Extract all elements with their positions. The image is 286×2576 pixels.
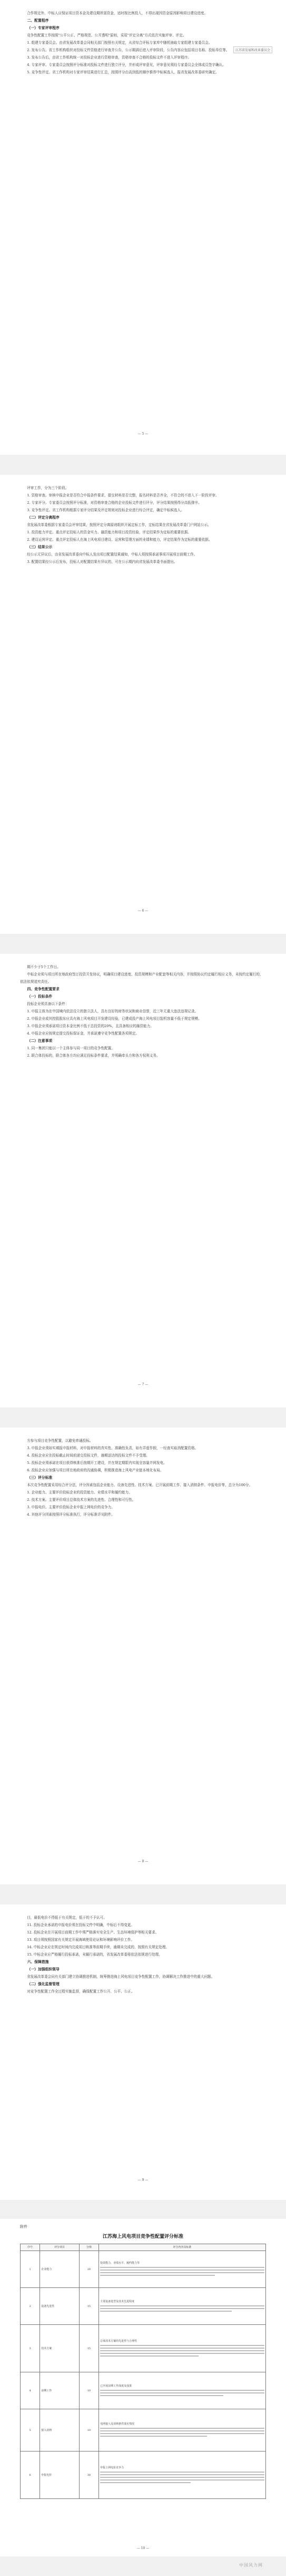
table-cell: 4 (21, 2372, 40, 2409)
table-cell (99, 2325, 266, 2372)
subsection-heading: （一）专家评审程序 (27, 26, 60, 30)
table-cell: 10 (79, 2372, 98, 2409)
subsection-heading: （二）注意事项 (27, 1039, 53, 1043)
paragraph: 1. 企业能力。主要评价投标企业的投资能力、业绩水平和履约能力。 (27, 1490, 132, 1495)
appendix-label: 附件 (20, 2225, 27, 2229)
paragraph: 2. 发布公告。省工作机构组织对投标文件资格进行审查并公告，公示期满后进入评审阶段，公告内容应包括项目名称、投标单位等。 (27, 48, 230, 52)
page-number: — 9 — (137, 2178, 149, 2182)
table-cell: 20 (79, 2251, 98, 2288)
paragraph: 评审工作，分为三个阶段。 (27, 486, 69, 490)
table-cell: 6 (21, 2451, 40, 2499)
table-header-row (21, 2244, 266, 2251)
subsection-heading: （二）评定分离程序 (27, 515, 60, 520)
paragraph: 1. 投资能力评定。重点评定投标人的资金实力、融资能力和项目投资经验，评定结果作为定标的重要依据。 (27, 530, 191, 534)
paragraph: 11. 投标企业承诺的申报电价须在投标文件中明确，中标后不得变更。 (27, 1923, 134, 1927)
table-cell (99, 2451, 266, 2499)
table-cell (99, 2372, 266, 2409)
appendix-title: 江苏海上风电项目竞争性配置评分标准 (102, 2234, 183, 2239)
table-cell: 接入消纳 (40, 2409, 80, 2451)
paragraph: 对竞争性配置工作全过程实施监督，确保配置工作公开、公平、公正。 (27, 1989, 135, 1994)
paragraph: 2. 专家评分。专家委员会按照评分标准，对资格审查合格的企业投标文件进行评分，评分结果按照得分高低排序。 (27, 501, 202, 505)
paragraph: 合作规定外，中标人应保证项目资本金及建设期所需资金，适时按比例投入，不得出现因资金原因影响项目建设进度。 (27, 11, 208, 15)
paragraph: 1. 申报主体为在中国境内依法设立的独立法人，具有良好的财务状况和商业信誉，近三年无重大违法违规记录。 (27, 1009, 199, 1013)
table-header-cell: 分值 (79, 2244, 98, 2251)
page-number: — 10 — (136, 2546, 150, 2550)
paragraph: 5. 竞争性评定。省工作机构对专家评审结果进行汇总，按照评分由高到低的顺序推荐中标候选人，报省发展改革委研究确定。 (27, 70, 219, 74)
paragraph: 3. 竞争性评定。省工作机构根据专家评分结果及评定规则对投标企业进行综合评定，确定中标候选人。 (27, 508, 184, 512)
paragraph: 5. 投标企业须承诺在项目获得核准后按期开工建设，并在规定期限内实现全容量并网发电。 (27, 1461, 167, 1465)
paragraph: 本次竞争性配置采用综合评分法，评分因素包括企业能力、设备先进性、技术方案、已开展前期工作、接入消纳条件、申报电价等，总分为100分。 (27, 1483, 253, 1487)
table-cell (99, 2409, 266, 2451)
document-page (0, 1904, 286, 2200)
document-page (0, 1428, 286, 1884)
paragraph: 1. 同一集团只能以一个主体参与同一项目的竞争性配置。 (27, 1046, 115, 1050)
table-cell: 设备先进性 (40, 2288, 80, 2325)
paragraph: 12. 投标企业在开展项目前期工作中须严格落实安全生产、生态环境保护等相关要求。 (27, 1930, 159, 1935)
table-header-cell: 评分内容及标准 (99, 2244, 266, 2251)
subsection-heading: （一）投标条件 (27, 994, 53, 999)
table-cell: 3 (21, 2325, 40, 2372)
table-cell: 2 (21, 2288, 40, 2325)
paragraph: 2. 联合体投标的，联合体各方均应满足投标条件要求，并明确牵头方和各方权利义务。 (27, 1054, 160, 1058)
table-header-cell: 序号 (21, 2244, 40, 2251)
appendix-page (0, 2219, 286, 2556)
table-cell-text: 总体技术方案的先进性与合理性 (100, 2339, 137, 2343)
section-heading: 六、保障措施 (27, 1960, 49, 1964)
document-page (0, 954, 286, 1407)
table-cell: 企业能力 (40, 2251, 80, 2288)
paragraph: 中标企业须与项目所在地政府签订投资开发协议，明确项目建设进度、投资规模和产业配套等相关内容，并按照协议约定履行相应义务，未按约定履行的，依法依规追究责任。 (20, 972, 263, 984)
document-page (0, 0, 286, 455)
table-cell: 15 (79, 2288, 98, 2325)
table-cell: 10 (79, 2409, 98, 2451)
page-number: — 6 — (137, 909, 149, 913)
table-cell-text: 主要设备选型及技术先进程度 (100, 2300, 135, 2303)
section-heading: 二、配置程序 (27, 18, 49, 23)
table-cell-text: 申报上网电价竞争力 (100, 2466, 124, 2469)
table-row (21, 2372, 266, 2409)
table-header-cell: 评分项目 (40, 2244, 80, 2251)
paragraph: 3. 申报企业须如实填报申报材料，对申报材料的真实性、准确性负责，如有弄虚作假，一经查实取消配置资格。 (27, 1446, 199, 1450)
table-cell: 30 (79, 2451, 98, 2499)
paragraph: 1. 资格审查。审核申报企业是否符合申报条件要求，提交材料是否完整，报名材料是否齐全，不符合的不进入下一阶段评审。 (27, 493, 219, 497)
paragraph: 14. 中标企业应在规定时间内完成项目核准等前期手续，逾期未完成的，按照有关规定处理。 (27, 1945, 169, 1949)
table-cell (99, 2288, 266, 2325)
table-row (21, 2251, 266, 2288)
paragraph: 4. 申报企业应按规定提交投标保证金，并承诺遵守竞争性配置各项规定。 (27, 1031, 139, 1036)
document-page (0, 475, 286, 934)
paragraph: 15. 中标企业应严格履行投标承诺，未履行承诺的，省发展改革委将依法依规进行处理。 (27, 1952, 162, 1957)
table-cell: 5 (21, 2409, 40, 2451)
paragraph: 3. 发布公告后，由省工作机构统一对投标企业进行资格审查，资格审查不合格的投标文件不进入评审程序。 (27, 55, 191, 60)
table-cell: 1 (21, 2251, 40, 2288)
page-number: — 8 — (137, 1860, 149, 1863)
table-cell-text: 已开展前期工作深度及成果 (100, 2384, 132, 2388)
paragraph: 4. 其他评分因素按照评分标准执行，评分标准详见附件。 (27, 1512, 115, 1517)
paragraph: 6. 投标企业应加强与项目所在地政府的沟通协调，积极推进海上风电产业链本地化布局。 (27, 1468, 164, 1472)
paragraph: 省发展改革委会同有关部门建立协调推进机制，统筹推进海上风电项目竞争性配置工作，协调解决工作推进中的重大问题。 (27, 1975, 215, 1979)
paragraph: 3. 申报企业须承诺项目资本金比例不低于总投资的20%，且具备相应的融资能力。 (27, 1024, 154, 1028)
subsection-heading: （二）强化监督管理 (27, 1982, 60, 1986)
scoring-table (20, 2244, 266, 2499)
paragraph: 2. 技术方案。主要评价项目总体技术方案的先进性、合理性和可行性。 (27, 1498, 136, 1502)
paragraph: 1. 组建专家委员会。由省发展改革委会同相关部门按照有关规定，从省综合评标专家库中随机抽取专家组建专家委员会。 (27, 41, 212, 45)
paragraph: 2. 申报企业或其控股股东应具有海上风电项目开发建设经验，已建成投产海上风电项目装机容量不低于规定规模。 (27, 1017, 202, 1021)
table-cell (99, 2251, 266, 2288)
paragraph: 13. 项目须按照国家有关规定开展海域使用论证和环境影响评价工作。 (27, 1938, 134, 1942)
table-cell-text: 投资能力、业绩水平、履约能力等 (100, 2262, 140, 2265)
paragraph: 竞争性配置工作按照"公平公正、严格规范、公开透明"原则，采用"评定分离"方式依次实施评审、评定。 (27, 33, 186, 37)
paragraph: 方参与项目竞争性配置，以避免串通投标。 (27, 1439, 93, 1443)
paragraph: 目，最低电价不得低于有关规定，低于的不予认可。 (27, 1916, 107, 1920)
table-row (21, 2409, 266, 2451)
paragraph: 省发展改革委根据专家委员会评审结果，按照评定分离原则组织开展定标工作，定标结果在省发展改革委门户网站公示。 (27, 523, 211, 527)
table-row (21, 2451, 266, 2499)
table-cell: 15 (79, 2325, 98, 2372)
page-number: — 5 — (137, 432, 149, 436)
paragraph: 经公示无异议后，由省发展改革委向中标人发出项目配置结果通知，中标人须按照承诺事项开展项目前期工作。 (27, 552, 198, 557)
paragraph: 期不少于5个工作日。 (27, 965, 61, 969)
table-row (21, 2288, 266, 2325)
paragraph: 4. 投标企业应在投标截止时间前递交投标文件，逾期送达的投标文件不予受理。 (27, 1453, 150, 1458)
table-cell: 前期工作 (40, 2372, 80, 2409)
table-cell-text: 电网接入及消纳条件落实情况 (100, 2422, 135, 2426)
site-watermark: 中国风力网 (239, 2563, 263, 2568)
subsection-heading: （三）评分标准 (27, 1476, 53, 1480)
paragraph: 3. 申报电价。主要评价投标企业申报上网电价的竞争力。 (27, 1505, 115, 1509)
table-cell: 技术方案 (40, 2325, 80, 2372)
paragraph: 投标企业须具备以下条件： (27, 1002, 69, 1006)
paragraph: 4. 专家评审。专家委员会按照评分标准对投标文件进行独立评分，并形成评审意见，评审意见须经专家委员会全体成员签字确认。 (27, 63, 226, 67)
table-cell: 申报电价 (40, 2451, 80, 2499)
section-heading: 四、竞争性配置要求 (27, 987, 60, 991)
subsection-heading: （一）加强组织领导 (27, 1967, 60, 1971)
table-row (21, 2325, 266, 2372)
paragraph: 2. 建设运营评定。重点评定投标人在海上风电项目建设、运营和管理方面的业绩和能力，评定结果作为定标的重要依据。 (27, 538, 212, 542)
paragraph: 3. 配置结果经公示后发布，投标人对配置结果有异议的，可在公示期内向省发展改革委书面提出。 (27, 560, 177, 564)
official-stamp: 江苏省发展和改革委员会 (233, 46, 272, 53)
subsection-heading: （三）结果公示 (27, 545, 53, 549)
page-number: — 7 — (137, 1383, 149, 1386)
